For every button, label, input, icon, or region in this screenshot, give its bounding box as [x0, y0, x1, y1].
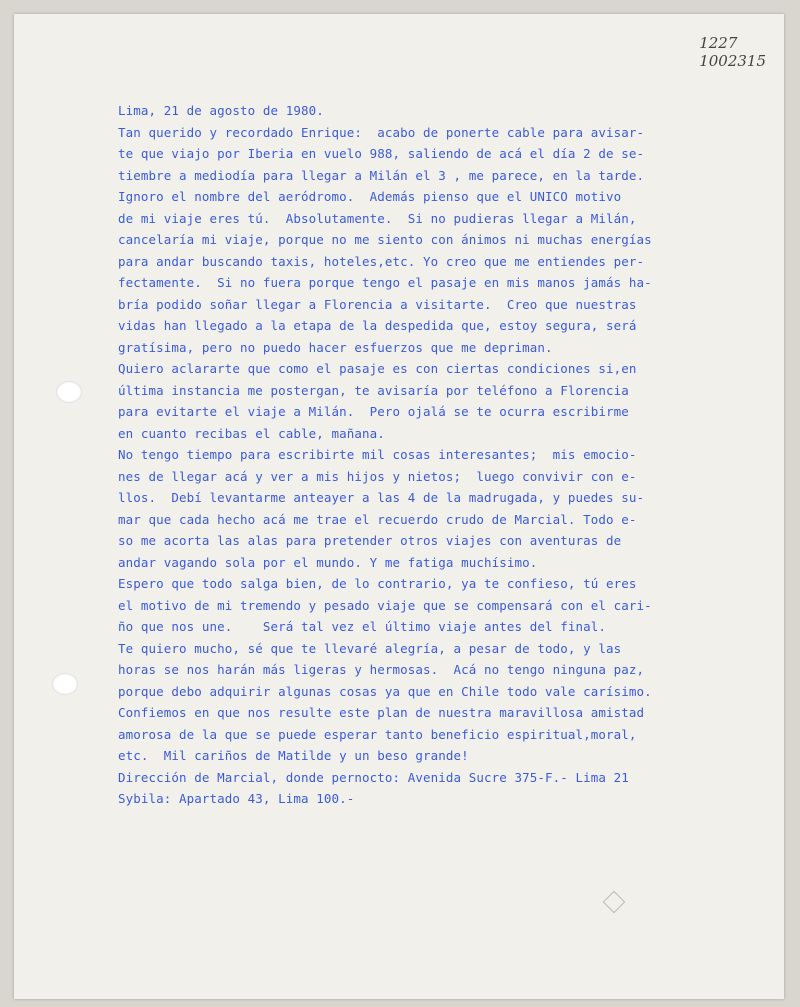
- letter-line: Te quiero mucho, sé que te llevaré alegría, a pesar de todo, y las: [118, 640, 622, 656]
- letter-line: el motivo de mi tremendo y pesado viaje que se compensará con el cari-: [118, 597, 652, 613]
- letter-line: Dirección de Marcial, donde pernocto: Avenida Sucre 375-F.- Lima 21: [118, 769, 629, 785]
- letter-line: gratísima, pero no puedo hacer esfuerzos que me depriman.: [118, 339, 553, 355]
- punch-hole-top: [56, 381, 82, 403]
- letter-line: Ignoro el nombre del aeródromo. Además pienso que el UNICO motivo: [118, 189, 622, 204]
- letter-line: porque debo adquirir algunas cosas ya que en Chile todo vale carísimo.: [118, 683, 652, 699]
- letter-line: cancelaría mi viaje, porque no me siento con ánimos ni muchas energías: [118, 232, 652, 247]
- punch-hole-bottom: [52, 673, 78, 695]
- letter-line: amorosa de la que se puede esperar tanto beneficio espiritual,moral,: [118, 726, 637, 742]
- letter-line: de mi viaje eres tú. Absolutamente. Si no pudieras llegar a Milán,: [118, 210, 637, 226]
- letter-line: Confiemos en que nos resulte este plan de nuestra maravillosa amistad: [118, 705, 645, 720]
- letter-line: andar vagando sola por el mundo. Y me fatiga muchísimo.: [118, 554, 538, 570]
- letter-line: Tan querido y recordado Enrique: acabo de ponerte cable para avisar-: [118, 124, 645, 140]
- letter-date: Lima, 21 de agosto de 1980.: [118, 103, 324, 118]
- letter-line: te que viajo por Iberia en vuelo 988, saliendo de acá el día 2 de se-: [118, 146, 645, 161]
- letter-line: para evitarte el viaje a Milán. Pero ojalá se te ocurra escribirme: [118, 404, 629, 419]
- letter-line: fectamente. Si no fuera porque tengo el pasaje en mis manos jamás ha-: [118, 275, 652, 290]
- letter-line: Quiero aclararte que como el pasaje es con ciertas condiciones si,en: [118, 361, 637, 376]
- letter-line: bría podido soñar llegar a Florencia a visitarte. Creo que nuestras: [118, 296, 637, 312]
- letter-line: so me acorta las alas para pretender otros viajes con aventuras de: [118, 533, 622, 548]
- letter-line: No tengo tiempo para escribirte mil cosas interesantes; mis emocio-: [118, 447, 637, 462]
- letter-line: en cuanto recibas el cable, mañana.: [118, 425, 385, 441]
- archive-number-line-2: 1002315: [699, 52, 766, 70]
- letter-line: Espero que todo salga bien, de lo contrario, ya te confieso, tú eres: [118, 576, 637, 591]
- archive-number: [699, 34, 766, 70]
- letter-line: nes de llegar acá y ver a mis hijos y nietos; luego convivir con e-: [118, 468, 637, 484]
- paper-crease-mark: [603, 891, 626, 914]
- letter-line: vidas han llegado a la etapa de la despedida que, estoy segura, será: [118, 318, 637, 333]
- archive-number-line-1: 1227: [699, 34, 738, 52]
- letter-line: horas se nos harán más ligeras y hermosas. Acá no tengo ninguna paz,: [118, 662, 645, 677]
- letter-line: tiembre a mediodía para llegar a Milán el 3 , me parece, en la tarde.: [118, 167, 645, 183]
- letter-page: [14, 14, 784, 999]
- letter-line: para andar buscando taxis, hoteles,etc. Yo creo que me entiendes per-: [118, 253, 645, 269]
- letter-line: llos. Debí levantarme anteayer a las 4 de la madrugada, y puedes su-: [118, 490, 645, 505]
- letter-line: Sybila: Apartado 43, Lima 100.-: [118, 791, 355, 806]
- letter-line: ño que nos une. Será tal vez el último viaje antes del final.: [118, 619, 607, 634]
- typed-letter-body: [118, 100, 778, 810]
- letter-line: etc. Mil cariños de Matilde y un beso grande!: [118, 748, 469, 763]
- letter-line: mar que cada hecho acá me trae el recuerdo crudo de Marcial. Todo e-: [118, 511, 637, 527]
- letter-line: última instancia me postergan, te avisaría por teléfono a Florencia: [118, 382, 629, 398]
